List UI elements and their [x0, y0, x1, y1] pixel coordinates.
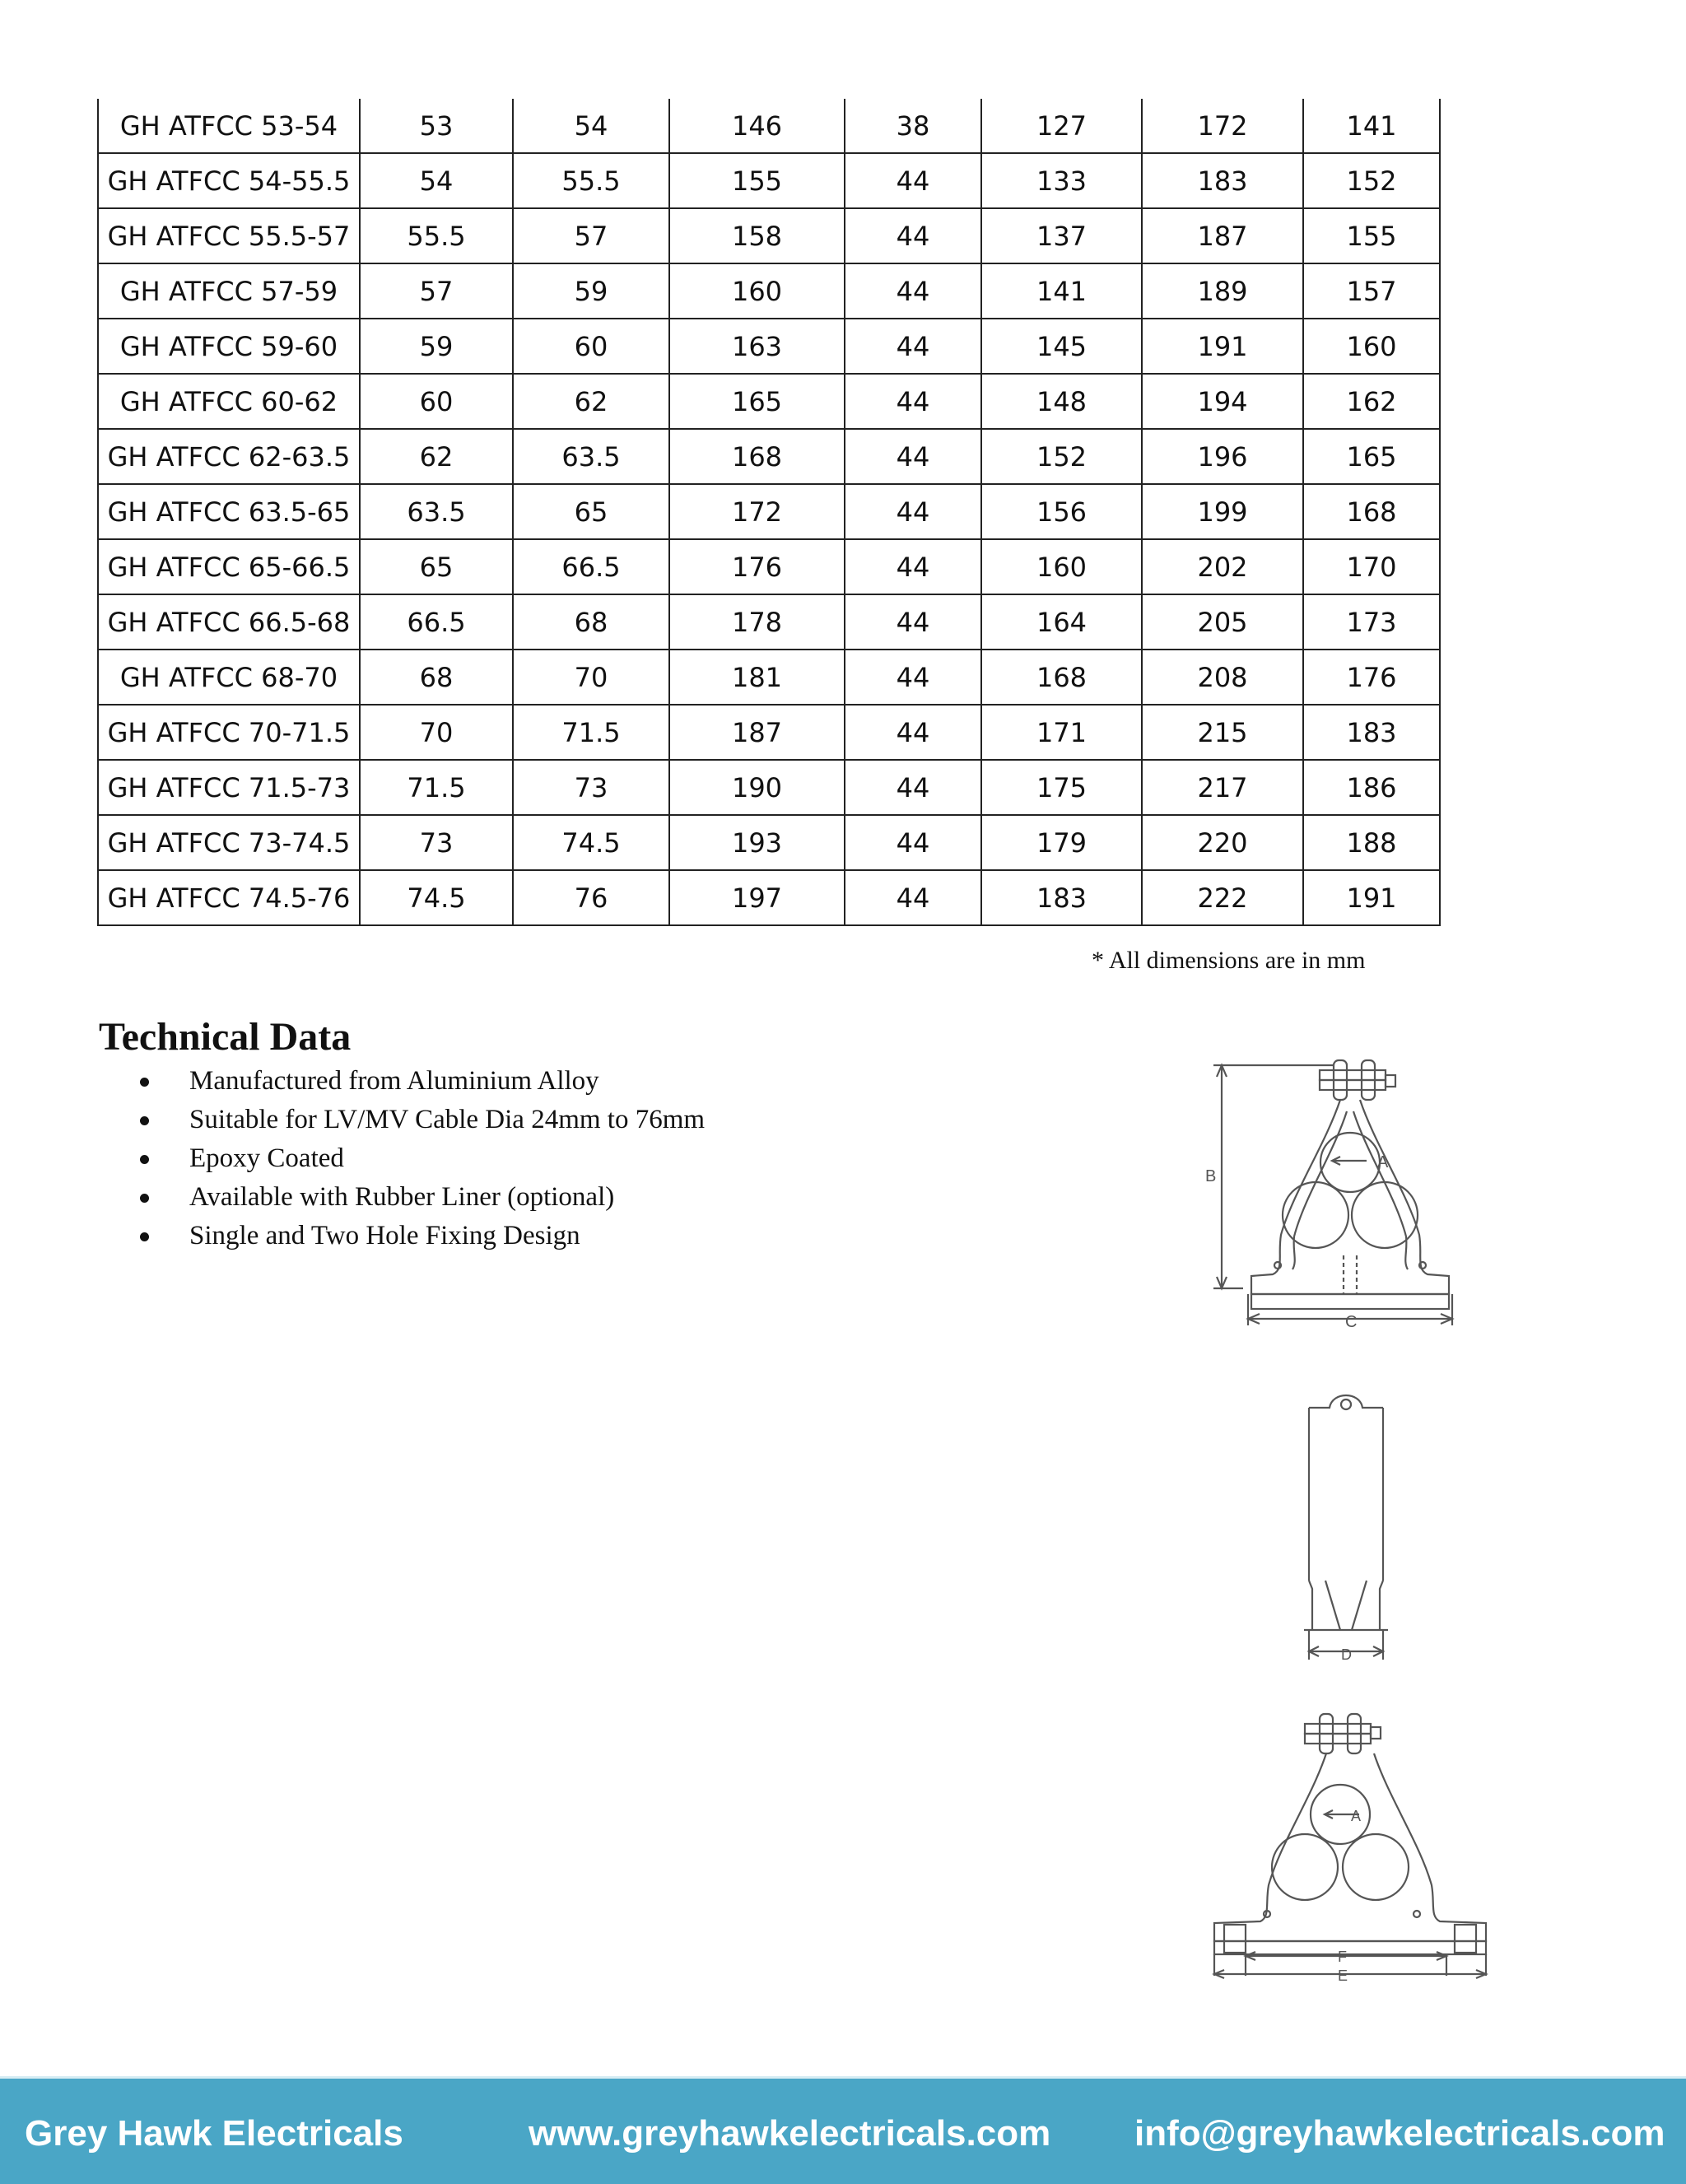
model-cell: GH ATFCC 55.5-57 [98, 208, 360, 263]
table-cell: 60 [513, 319, 669, 374]
table-cell: 215 [1142, 705, 1303, 760]
table-cell: 44 [845, 870, 981, 925]
bullet-icon [140, 1155, 149, 1164]
table-cell: 196 [1142, 429, 1303, 484]
table-cell: 44 [845, 650, 981, 705]
table-cell: 74.5 [360, 870, 513, 925]
model-cell: GH ATFCC 73-74.5 [98, 815, 360, 870]
table-cell: 171 [981, 705, 1142, 760]
table-row [98, 319, 1440, 374]
table-cell: 44 [845, 705, 981, 760]
table-row [98, 650, 1440, 705]
table-cell: 145 [981, 319, 1142, 374]
table-cell: 172 [669, 484, 845, 539]
table-cell: 54 [513, 99, 669, 153]
table-cell: 44 [845, 429, 981, 484]
model-cell: GH ATFCC 53-54 [98, 99, 360, 153]
table-cell: 179 [981, 815, 1142, 870]
table-cell: 133 [981, 153, 1142, 208]
label-c: C [1345, 1313, 1358, 1331]
table-cell: 178 [669, 594, 845, 650]
table-cell: 66.5 [360, 594, 513, 650]
table-cell: 152 [981, 429, 1142, 484]
table-row [98, 99, 1440, 153]
table-cell: 44 [845, 594, 981, 650]
table-cell: 44 [845, 484, 981, 539]
table-cell: 163 [669, 319, 845, 374]
technical-data-item: Epoxy Coated [99, 1139, 705, 1178]
table-cell: 183 [1303, 705, 1440, 760]
side-view-drawing [1292, 1383, 1400, 1667]
table-cell: 188 [1303, 815, 1440, 870]
table-cell: 193 [669, 815, 845, 870]
model-cell: GH ATFCC 66.5-68 [98, 594, 360, 650]
table-cell: 44 [845, 208, 981, 263]
table-cell: 165 [669, 374, 845, 429]
email-link[interactable]: info@greyhawkelectricals.com [1134, 2113, 1665, 2154]
table-cell: 70 [513, 650, 669, 705]
table-cell: 57 [360, 263, 513, 319]
model-cell: GH ATFCC 63.5-65 [98, 484, 360, 539]
table-cell: 183 [1142, 153, 1303, 208]
table-row [98, 594, 1440, 650]
table-cell: 44 [845, 374, 981, 429]
label-b: B [1205, 1167, 1217, 1185]
table-row [98, 705, 1440, 760]
bullet-icon [140, 1078, 149, 1087]
table-cell: 202 [1142, 539, 1303, 594]
table-cell: 164 [981, 594, 1142, 650]
technical-data-item: Manufactured from Aluminium Alloy [99, 1062, 705, 1101]
table-cell: 44 [845, 263, 981, 319]
technical-data-item: Suitable for LV/MV Cable Dia 24mm to 76mm [99, 1101, 705, 1139]
table-cell: 190 [669, 760, 845, 815]
label-a: A [1351, 1808, 1362, 1824]
table-cell: 137 [981, 208, 1142, 263]
table-cell: 62 [360, 429, 513, 484]
table-cell: 59 [360, 319, 513, 374]
table-cell: 44 [845, 539, 981, 594]
dimensions-note: * All dimensions are in mm [1092, 947, 1366, 974]
model-cell: GH ATFCC 71.5-73 [98, 760, 360, 815]
table-cell: 194 [1142, 374, 1303, 429]
table-cell: 220 [1142, 815, 1303, 870]
table-cell: 73 [360, 815, 513, 870]
table-row [98, 208, 1440, 263]
table-cell: 191 [1303, 870, 1440, 925]
table-cell: 189 [1142, 263, 1303, 319]
model-cell: GH ATFCC 74.5-76 [98, 870, 360, 925]
table-cell: 158 [669, 208, 845, 263]
technical-data-item: Single and Two Hole Fixing Design [99, 1217, 705, 1255]
table-cell: 68 [513, 594, 669, 650]
table-cell: 44 [845, 815, 981, 870]
table-cell: 55.5 [360, 208, 513, 263]
table-cell: 59 [513, 263, 669, 319]
technical-data-item: Available with Rubber Liner (optional) [99, 1178, 705, 1217]
model-cell: GH ATFCC 54-55.5 [98, 153, 360, 208]
table-row [98, 815, 1440, 870]
table-cell: 205 [1142, 594, 1303, 650]
dimensions-table [97, 99, 1441, 926]
table-cell: 65 [360, 539, 513, 594]
table-row [98, 539, 1440, 594]
table-cell: 162 [1303, 374, 1440, 429]
company-name: Grey Hawk Electricals [25, 2113, 403, 2154]
model-cell: GH ATFCC 57-59 [98, 263, 360, 319]
table-cell: 65 [513, 484, 669, 539]
table-cell: 165 [1303, 429, 1440, 484]
front-view-drawing [1202, 1054, 1498, 1338]
bullet-icon [140, 1232, 149, 1241]
table-cell: 208 [1142, 650, 1303, 705]
table-cell: 222 [1142, 870, 1303, 925]
table-row [98, 374, 1440, 429]
table-cell: 44 [845, 153, 981, 208]
table-row [98, 429, 1440, 484]
table-cell: 146 [669, 99, 845, 153]
model-cell: GH ATFCC 65-66.5 [98, 539, 360, 594]
bullet-icon [140, 1116, 149, 1125]
table-cell: 187 [1142, 208, 1303, 263]
model-cell: GH ATFCC 60-62 [98, 374, 360, 429]
table-cell: 170 [1303, 539, 1440, 594]
table-cell: 73 [513, 760, 669, 815]
table-cell: 70 [360, 705, 513, 760]
label-f: F [1338, 1949, 1347, 1965]
table-cell: 155 [1303, 208, 1440, 263]
two-hole-view-drawing [1206, 1712, 1502, 1984]
table-cell: 173 [1303, 594, 1440, 650]
table-cell: 217 [1142, 760, 1303, 815]
footer-bar [0, 2076, 1686, 2184]
website-link[interactable]: www.greyhawkelectricals.com [529, 2113, 1051, 2154]
table-cell: 54 [360, 153, 513, 208]
table-cell: 71.5 [360, 760, 513, 815]
table-cell: 63.5 [513, 429, 669, 484]
model-cell: GH ATFCC 62-63.5 [98, 429, 360, 484]
table-cell: 157 [1303, 263, 1440, 319]
table-cell: 53 [360, 99, 513, 153]
table-cell: 187 [669, 705, 845, 760]
table-cell: 197 [669, 870, 845, 925]
table-cell: 176 [669, 539, 845, 594]
table-cell: 44 [845, 760, 981, 815]
table-cell: 176 [1303, 650, 1440, 705]
table-cell: 127 [981, 99, 1142, 153]
table-cell: 76 [513, 870, 669, 925]
table-cell: 168 [669, 429, 845, 484]
table-cell: 172 [1142, 99, 1303, 153]
table-cell: 148 [981, 374, 1142, 429]
table-cell: 141 [981, 263, 1142, 319]
table-cell: 186 [1303, 760, 1440, 815]
table-cell: 63.5 [360, 484, 513, 539]
technical-data-list [99, 1062, 705, 1255]
model-cell: GH ATFCC 70-71.5 [98, 705, 360, 760]
table-cell: 57 [513, 208, 669, 263]
table-cell: 156 [981, 484, 1142, 539]
table-row [98, 484, 1440, 539]
table-cell: 175 [981, 760, 1142, 815]
label-e: E [1338, 1967, 1348, 1984]
table-cell: 191 [1142, 319, 1303, 374]
table-cell: 152 [1303, 153, 1440, 208]
table-row [98, 263, 1440, 319]
label-a: A [1377, 1153, 1389, 1171]
table-row [98, 870, 1440, 925]
table-cell: 55.5 [513, 153, 669, 208]
table-cell: 44 [845, 319, 981, 374]
table-cell: 68 [360, 650, 513, 705]
table-cell: 168 [1303, 484, 1440, 539]
table-cell: 141 [1303, 99, 1440, 153]
table-cell: 155 [669, 153, 845, 208]
table-cell: 183 [981, 870, 1142, 925]
table-cell: 168 [981, 650, 1142, 705]
table-row [98, 153, 1440, 208]
table-row [98, 760, 1440, 815]
table-cell: 38 [845, 99, 981, 153]
model-cell: GH ATFCC 68-70 [98, 650, 360, 705]
technical-data-heading: Technical Data [99, 1015, 352, 1059]
table-cell: 199 [1142, 484, 1303, 539]
table-cell: 71.5 [513, 705, 669, 760]
label-d: D [1341, 1646, 1352, 1663]
table-cell: 181 [669, 650, 845, 705]
table-cell: 160 [669, 263, 845, 319]
table-cell: 160 [1303, 319, 1440, 374]
table-cell: 160 [981, 539, 1142, 594]
model-cell: GH ATFCC 59-60 [98, 319, 360, 374]
table-cell: 74.5 [513, 815, 669, 870]
bullet-icon [140, 1194, 149, 1203]
table-cell: 66.5 [513, 539, 669, 594]
table-cell: 62 [513, 374, 669, 429]
table-cell: 60 [360, 374, 513, 429]
